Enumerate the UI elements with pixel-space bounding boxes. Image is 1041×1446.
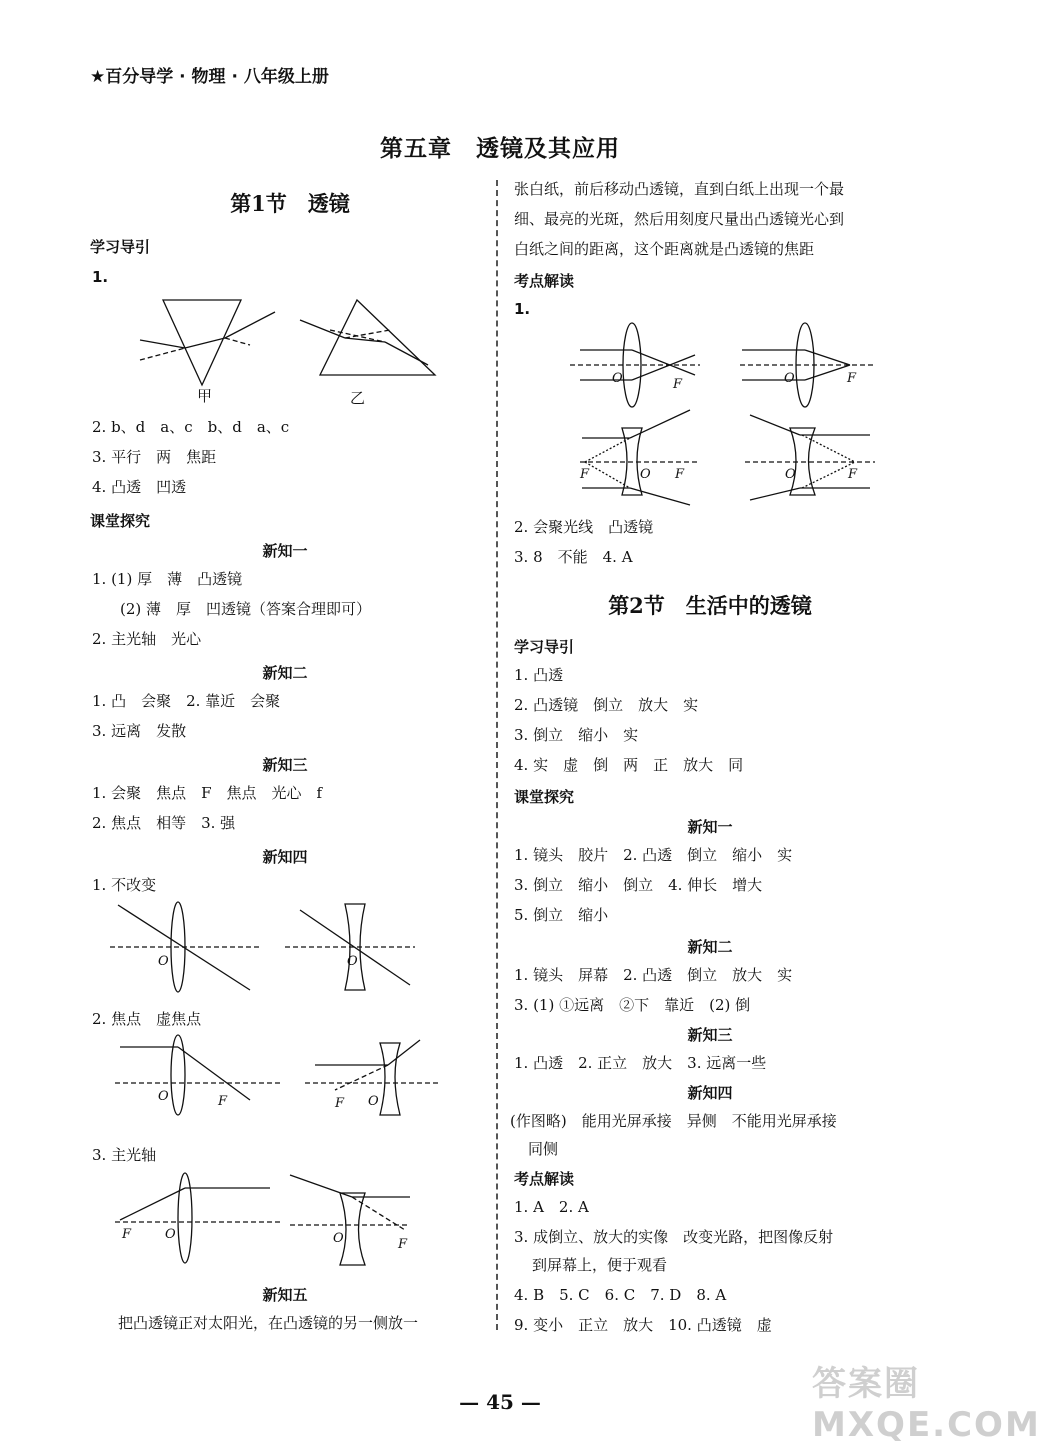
s2-xin1-1: 1. 镜头 胶片 2. 凸透 倒立 缩小 实 (514, 846, 793, 864)
s2-kaodian-5: 9. 变小 正立 放大 10. 凸透镜 虚 (514, 1316, 772, 1334)
s1-xin5-title: 新知五 (262, 1286, 308, 1304)
s2-xin1-title: 新知一 (687, 818, 733, 836)
s2-xuexi-3: 3. 倒立 缩小 实 (514, 726, 639, 744)
s1-xin1-line2: (2) 薄 厚 凹透镜（答案合理即可） (120, 600, 372, 618)
label-o: O (612, 371, 623, 386)
rt-kaodian-label: 考点解读 (514, 272, 575, 290)
lens-diagram-focus (110, 1035, 440, 1120)
s1-xin1-line3: 2. 主光轴 光心 (92, 630, 202, 648)
lens-diagram-center (110, 900, 440, 995)
s2-xin4-title: 新知四 (687, 1084, 733, 1102)
s1-xin2-line2: 3. 远离 发散 (92, 722, 187, 740)
s1-xin2-title: 新知二 (262, 664, 308, 682)
section2-title: 第2节 生活中的透镜 (608, 593, 812, 618)
label-o: O (165, 1227, 176, 1242)
rt-line-1: 张白纸，前后移动凸透镜，直到白纸上出现一个最 (514, 180, 845, 198)
label-o: O (368, 1094, 379, 1109)
label-o: O (158, 954, 169, 969)
label-f: F (847, 371, 857, 386)
label-f: F (673, 377, 683, 392)
column-divider (496, 180, 498, 1330)
s1-q1: 1. (92, 268, 109, 286)
s1-line-2: 2. b、d a、c b、d a、c (92, 418, 290, 436)
s2-xin2-1: 1. 镜头 屏幕 2. 凸透 倒立 放大 实 (514, 966, 793, 984)
s2-xin2-title: 新知二 (687, 938, 733, 956)
label-f: F (335, 1096, 345, 1111)
s2-kaodian-4: 4. B 5. C 6. C 7. D 8. A (514, 1286, 727, 1304)
s2-kaodian-label: 考点解读 (514, 1170, 575, 1188)
lens-diagram-axis (110, 1170, 440, 1270)
label-o: O (347, 954, 358, 969)
s1-xin1-title: 新知一 (262, 542, 308, 560)
s1-xin4-q2: 2. 焦点 虚焦点 (92, 1010, 202, 1028)
s1-xuexi-label: 学习导引 (90, 238, 151, 256)
s2-xin4-1: (作图略) 能用光屏承接 异侧 不能用光屏承接 (510, 1112, 837, 1130)
label-f: F (398, 1237, 408, 1252)
label-f: F (122, 1227, 132, 1242)
chapter-title: 第五章 透镜及其应用 (380, 135, 620, 162)
s2-xin3-1: 1. 凸透 2. 正立 放大 3. 远离一些 (514, 1054, 767, 1072)
s2-xin1-2: 3. 倒立 缩小 倒立 4. 伸长 增大 (514, 876, 763, 894)
rt-q1: 1. (514, 300, 531, 318)
lens-ray-diagram (570, 320, 880, 505)
s2-kaodian-2: 3. 成倒立、放大的实像 改变光路，把图像反射 (514, 1228, 834, 1246)
s2-xin3-title: 新知三 (687, 1026, 733, 1044)
label-o: O (785, 467, 796, 482)
s1-xin1-line1: 1. (1) 厚 薄 凸透镜 (92, 570, 243, 588)
s1-xin3-title: 新知三 (262, 756, 308, 774)
watermark-logo: 答案圈 MXQE.COM (812, 1364, 1041, 1445)
s1-xin5-text: 把凸透镜正对太阳光，在凸透镜的另一侧放一 (118, 1314, 419, 1332)
s1-xin3-line1: 1. 会聚 焦点 F 焦点 光心 f (92, 784, 323, 802)
fig-label-jia: 甲 (197, 387, 213, 405)
s2-xuexi-label: 学习导引 (514, 638, 575, 656)
s2-xin4-2: 同侧 (528, 1140, 559, 1158)
s1-xin4-q1: 1. 不改变 (92, 876, 157, 894)
label-o: O (640, 467, 651, 482)
prism-diagram (130, 290, 450, 410)
prism-yi (320, 300, 435, 375)
label-f: F (218, 1094, 228, 1109)
section1-title: 第1节 透镜 (230, 191, 350, 216)
rt-after-1: 2. 会聚光线 凸透镜 (514, 518, 654, 536)
s1-xin2-line1: 1. 凸 会聚 2. 靠近 会聚 (92, 692, 281, 710)
label-o: O (158, 1089, 169, 1104)
s1-xin3-line2: 2. 焦点 相等 3. 强 (92, 814, 236, 832)
s1-line-3: 3. 平行 两 焦距 (92, 448, 217, 466)
prism-jia (163, 300, 241, 385)
s2-ketang-label: 课堂探究 (514, 788, 575, 806)
s1-xin4-q3: 3. 主光轴 (92, 1146, 157, 1164)
s2-kaodian-3: 到屏幕上，便于观看 (532, 1256, 668, 1274)
book-header: ★百分导学 · 物理 · 八年级上册 (90, 67, 329, 87)
label-f: F (675, 467, 685, 482)
label-o: O (784, 371, 795, 386)
s1-ketang-label: 课堂探究 (90, 512, 151, 530)
s2-xin1-3: 5. 倒立 缩小 (514, 906, 609, 924)
s2-xuexi-1: 1. 凸透 (514, 666, 564, 684)
s1-xin4-title: 新知四 (262, 848, 308, 866)
s2-xuexi-4: 4. 实 虚 倒 两 正 放大 同 (514, 756, 744, 774)
label-f: F (848, 467, 858, 482)
s2-xuexi-2: 2. 凸透镜 倒立 放大 实 (514, 696, 699, 714)
rt-after-2: 3. 8 不能 4. A (514, 548, 633, 566)
label-f: F (580, 467, 590, 482)
rt-line-3: 白纸之间的距离，这个距离就是凸透镜的焦距 (514, 240, 815, 258)
s2-xin2-2: 3. (1) ①远离 ②下 靠近 (2) 倒 (514, 996, 751, 1014)
rt-line-2: 细、最亮的光斑，然后用刻度尺量出凸透镜光心到 (514, 210, 845, 228)
label-o: O (333, 1231, 344, 1246)
s2-kaodian-1: 1. A 2. A (514, 1198, 589, 1216)
page-number: — 45 — (459, 1390, 541, 1414)
s1-line-4: 4. 凸透 凹透 (92, 478, 187, 496)
fig-label-yi: 乙 (350, 389, 366, 407)
